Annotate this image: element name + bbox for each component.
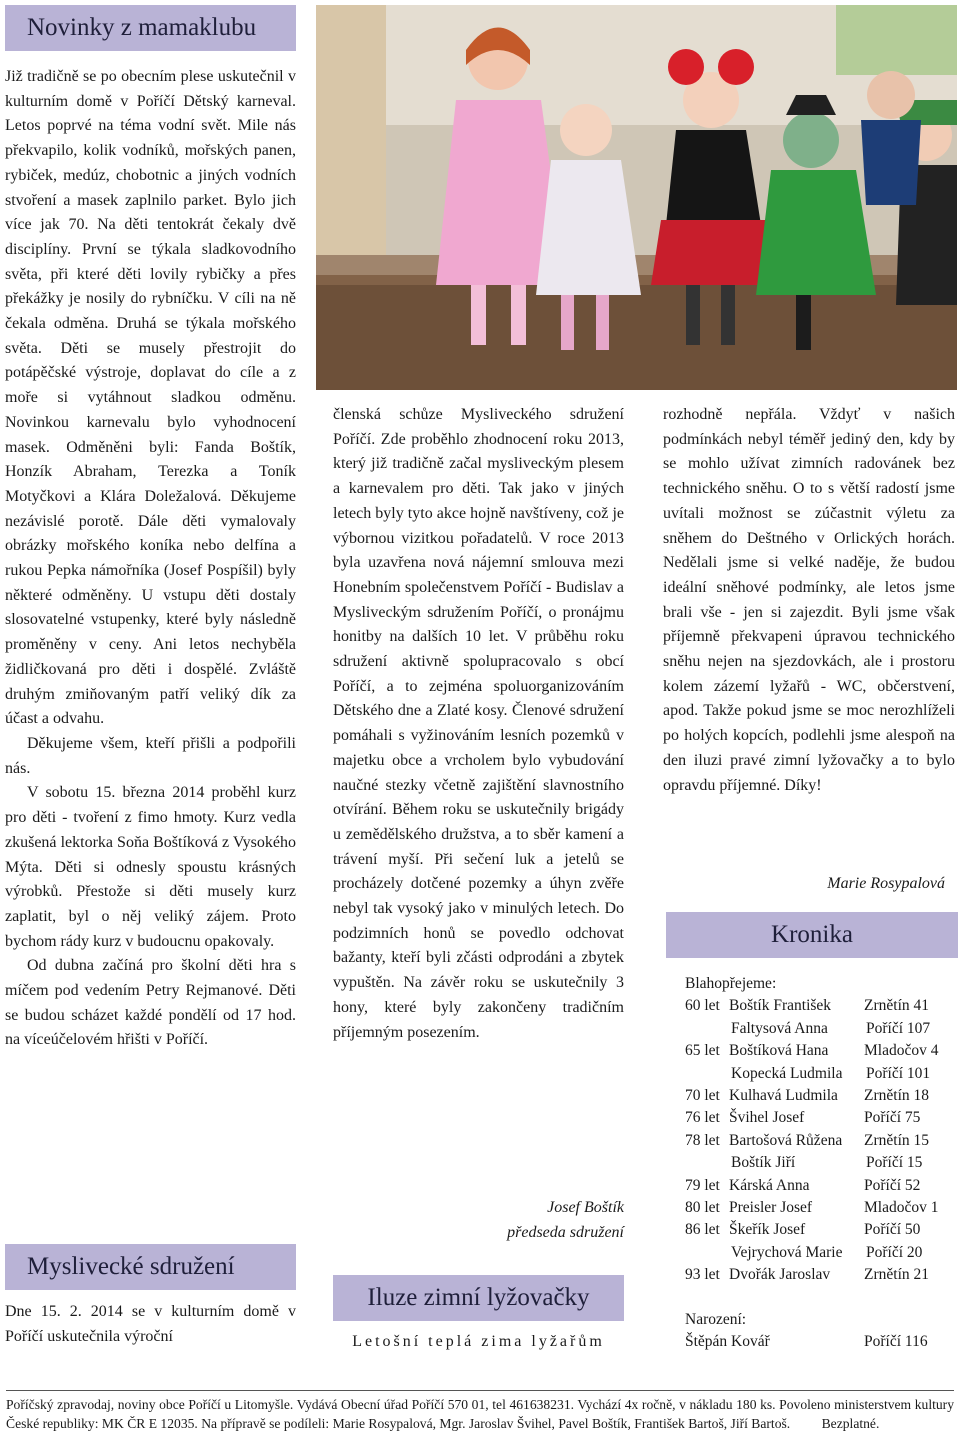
blahoprani-row: [685, 1018, 953, 1040]
row-name: Kopecká Ludmila: [731, 1064, 843, 1082]
row-place: Poříčí 52: [864, 1176, 921, 1194]
lyzovacka-paragraph: Letošní teplá zima lyžařům: [352, 1333, 605, 1350]
carnival-photo: [316, 5, 957, 390]
mamaklub-paragraph: Od dubna začíná pro školní děti hra s míčem pod vedením Petry Rejmanové. Děti se budou scházet každé pondělí od 17 hod. na víceúčelovém hřišti v Poříčí.: [5, 957, 296, 1049]
row-age: [685, 1152, 729, 1174]
kronika-heading-text: Kronika: [771, 921, 853, 948]
row-age: 93 let: [685, 1266, 720, 1284]
row-name: Boštík Jiří: [731, 1154, 796, 1172]
myslivci-paragraph: Dne 15. 2. 2014 se v kulturním domě v Poříčí uskutečnila výroční: [5, 1303, 296, 1345]
row-place: Zrnětín 18: [864, 1087, 929, 1105]
row-name: Bartošová Růžena: [729, 1131, 843, 1149]
kronika-list: [685, 973, 953, 1354]
blahoprani-row: [685, 1130, 953, 1152]
row-name: Faltysová Anna: [731, 1019, 828, 1037]
mamaklub-paragraph: Již tradičně se po obecním plese uskutečnil v kulturním domě v Poříčí Dětský karneval. Letos poprvé na téma vodní svět. Mile nás překvapilo, kolik vodníků, mořských panen, rybiček, medúz, chobotnic a jiných vodních stvoření a masek zaplnilo parket. Bylo jich více jak 70. Na děti tentokrát čekaly dvě disciplíny. První se týkala sladkovodního světa, při které děti lovily rybičky a přes překážky je nosily do rybníčku. V cíli na ně čekala odměna. Druhá se týkala mořského světa. Děti se musely přestrojit do potápěčské výstroje, doplavat do cíle a z moře si vytáhnout sladkou odměnu. Novinkou karnevalu bylo vyhodnocení masek. Odměněni byli: Fanda Boštík, Honzík Abraham, Terezka a Toník Motyčkovi a Klára Doležalová. Děkujeme nezávislé porotě. Dále děti vymalovaly obrázky mořského koníka nebo delfína a rukou Pepka námořníka (Josef Pospíšil) byly některé odměněny. U vstupu děti dostaly slosovatelné vstupenky, které byly následně proměněny v ceny. Ani letos nechyběla židličkovaná pro děti i dospělé. Zvláště druhým zmiňovaným patří veliký dík za účast a odvahu.: [5, 68, 296, 728]
mamaklub-heading-text: Novinky z mamaklubu: [27, 14, 257, 41]
row-place: Poříčí 107: [866, 1019, 931, 1037]
row-name: Švihel Josef: [729, 1109, 805, 1127]
mamaklub-paragraph: V sobotu 15. března 2014 proběhl kurz pro děti - tvoření z fimo hmoty. Kurz vedla zkušená lektorka Soňa Boštíková z Vysokého Mýta. Děti si odnesly spoustu krásných výrobků. Přestože si děti musely kurz zaplatit, byl o něj veliký zájem. Proto bychom rády kurz v budoucnu opakovaly.: [5, 784, 296, 950]
blahoprani-row: [685, 1264, 953, 1286]
lyzovacka-signature: [663, 872, 945, 897]
row-place: Poříčí 20: [866, 1243, 923, 1261]
narozeni-place: Poříčí 116: [864, 1333, 928, 1351]
row-age: [685, 1063, 729, 1085]
blahoprani-label: Blahopřejeme:: [685, 975, 777, 992]
row-place: Mladočov 1: [864, 1199, 939, 1217]
mamaklub-article: [5, 65, 296, 1053]
blahoprani-row: [685, 1242, 953, 1264]
myslivci-article-start: [5, 1300, 296, 1349]
carnival-photo-illustration: [316, 5, 957, 390]
signature-name: Marie Rosypalová: [827, 875, 945, 892]
row-age: 65 let: [685, 1042, 720, 1060]
row-age: 80 let: [685, 1199, 720, 1217]
blahoprani-row: [685, 1107, 953, 1129]
row-name: Preisler Josef: [729, 1199, 813, 1217]
lyzovacka-heading-text: Iluze zimní lyžovačky: [367, 1284, 590, 1311]
row-name: Kárská Anna: [729, 1176, 810, 1194]
row-age: 78 let: [685, 1131, 720, 1149]
blahoprani-row: [685, 1175, 953, 1197]
kronika-heading: [666, 912, 958, 958]
row-name: Boštík František: [729, 997, 832, 1015]
row-name: Boštíková Hana: [729, 1042, 829, 1060]
row-age: 76 let: [685, 1109, 720, 1127]
lyzovacka-article: [663, 403, 955, 798]
row-place: Mladočov 4: [864, 1042, 939, 1060]
row-age: 70 let: [685, 1087, 720, 1105]
row-age: [685, 1018, 729, 1040]
myslivci-heading-text: Myslivecké sdružení: [27, 1253, 235, 1280]
narozeni-name: Štěpán Kovář: [685, 1333, 770, 1351]
signature-name: Josef Boštík: [547, 1199, 624, 1216]
row-place: Zrnětín 15: [864, 1131, 929, 1149]
row-name: Škeřík Josef: [729, 1221, 806, 1239]
row-place: Poříčí 101: [866, 1064, 931, 1082]
row-name: Vejrychová Marie: [731, 1243, 843, 1261]
row-name: Kulhavá Ludmila: [729, 1087, 838, 1105]
row-place: Poříčí 75: [864, 1109, 921, 1127]
footer-free: Bezplatné.: [821, 1416, 880, 1431]
narozeni-label: Narození:: [685, 1310, 747, 1328]
blahoprani-row: [685, 995, 953, 1017]
row-age: 86 let: [685, 1221, 720, 1239]
myslivci-article: [333, 403, 624, 1045]
blahoprani-row: [685, 1152, 953, 1174]
row-place: Zrnětín 41: [864, 997, 929, 1015]
blahoprani-row: [685, 1197, 953, 1219]
myslivci-heading: [5, 1244, 296, 1290]
blahoprani-row: [685, 1219, 953, 1241]
blahoprani-row: [685, 1040, 953, 1062]
blahoprani-row: [685, 1085, 953, 1107]
row-age: [685, 1242, 729, 1264]
footer-imprint: [6, 1390, 954, 1433]
lyzovacka-paragraph-continued: rozhodně nepřála. Vždyť v našich podmínkách nebyl téměř jediný den, kdy by se mohlo užívat zimních radovánek bez technického sněhu. O to s větší radostí jsme uvítali možnost se zúčastnit výletu za sněhem do Deštného v Orlických horách. Nedělali jsme si velké naděje, že budou ideální sněhové podmínky, ale letos jsme brali vše - jen si zajezdit. Byli jsme však příjemně překvapeni úpravou technického sněhu nejen na sjezdovkách, ale i prostoru kolem zázemí lyžařů - WC, občerstvení, apod. Takže pokud jsme se moc nerozhlíželi po holých kopcích, podlehli jsme alespoň na den iluzi pravé zimní lyžovačky a to bylo opravdu příjemné. Díky!: [663, 406, 955, 794]
row-name: Dvořák Jaroslav: [729, 1266, 831, 1284]
row-age: 60 let: [685, 997, 720, 1015]
mamaklub-paragraph: Děkujeme všem, kteří přišli a podpořili nás.: [5, 734, 296, 777]
narozeni-row: [685, 1331, 953, 1353]
myslivci-signature: [333, 1196, 624, 1245]
blahoprani-row: [685, 1063, 953, 1085]
signature-role: předseda sdružení: [507, 1223, 624, 1241]
row-place: Poříčí 50: [864, 1221, 921, 1239]
myslivci-paragraph-continued: členská schůze Mysliveckého sdružení Poříčí. Zde proběhlo zhodnocení roku 2013, který již tradičně začal mysliveckým plesem a karnevalem pro děti. Tak jako v jiných letech byly tyto akce hojně navštíveny, což je výbornou vizitkou pořadatelů. V roce 2013 byla uzavřena nová nájemní smlouva mezi Honebním společenstvem Poříčí - Budislav a Mysliveckým sdružením Poříčí, o pronájmu honitby na dalších 10 let. V průběhu roku sdružení aktivně spolupracovalo s obcí Poříčí, a to zejména spoluorganizováním Dětského dne a Zlaté kosy. Členové sdružení pomáhali s vyžinováním lesních pozemků v majetku obce a vrcholem bylo vybudování naučné stezky včetně zajištění slavnostního otvírání. Během roku se uskutečnily brigády u zemědělského družstva, a to sběr kamení a trávení myší. Při sečení luk a jetelů se procházely dotčené pozemky a úhyn zvěře nebyl tak vysoký jako v minulých letech. Do podzimních honů se povedlo odchovat bažanty, kteří byli zčásti odprodáni a zbytek vypuštěn. Na závěr roku se uskutečnily 3 hony, které byly zakončeny tradičním příjemným posezením.: [333, 406, 624, 1041]
row-place: Zrnětín 21: [864, 1266, 929, 1284]
blahoprani-rows: [685, 995, 953, 1286]
row-place: Poříčí 15: [866, 1154, 923, 1172]
footer-text: Poříčský zpravodaj, noviny obce Poříčí u Litomyšle. Vydává Obecní úřad Poříčí 570 01, tel 461638231. Vychází 4x ročně, v nákladu 180 ks. Povoleno ministerstvem kultury České republiky: MK ČR E 12035. Na přípravě se podíleli: Marie Rosypalová, Mgr. Jaroslav Švihel, Pavel Boštík, František Bartoš, Jiří Bartoš.: [6, 1397, 954, 1431]
lyzovacka-heading: [333, 1275, 624, 1321]
row-age: 79 let: [685, 1176, 720, 1194]
mamaklub-heading: [5, 5, 296, 51]
lyzovacka-article-start: [333, 1330, 624, 1355]
